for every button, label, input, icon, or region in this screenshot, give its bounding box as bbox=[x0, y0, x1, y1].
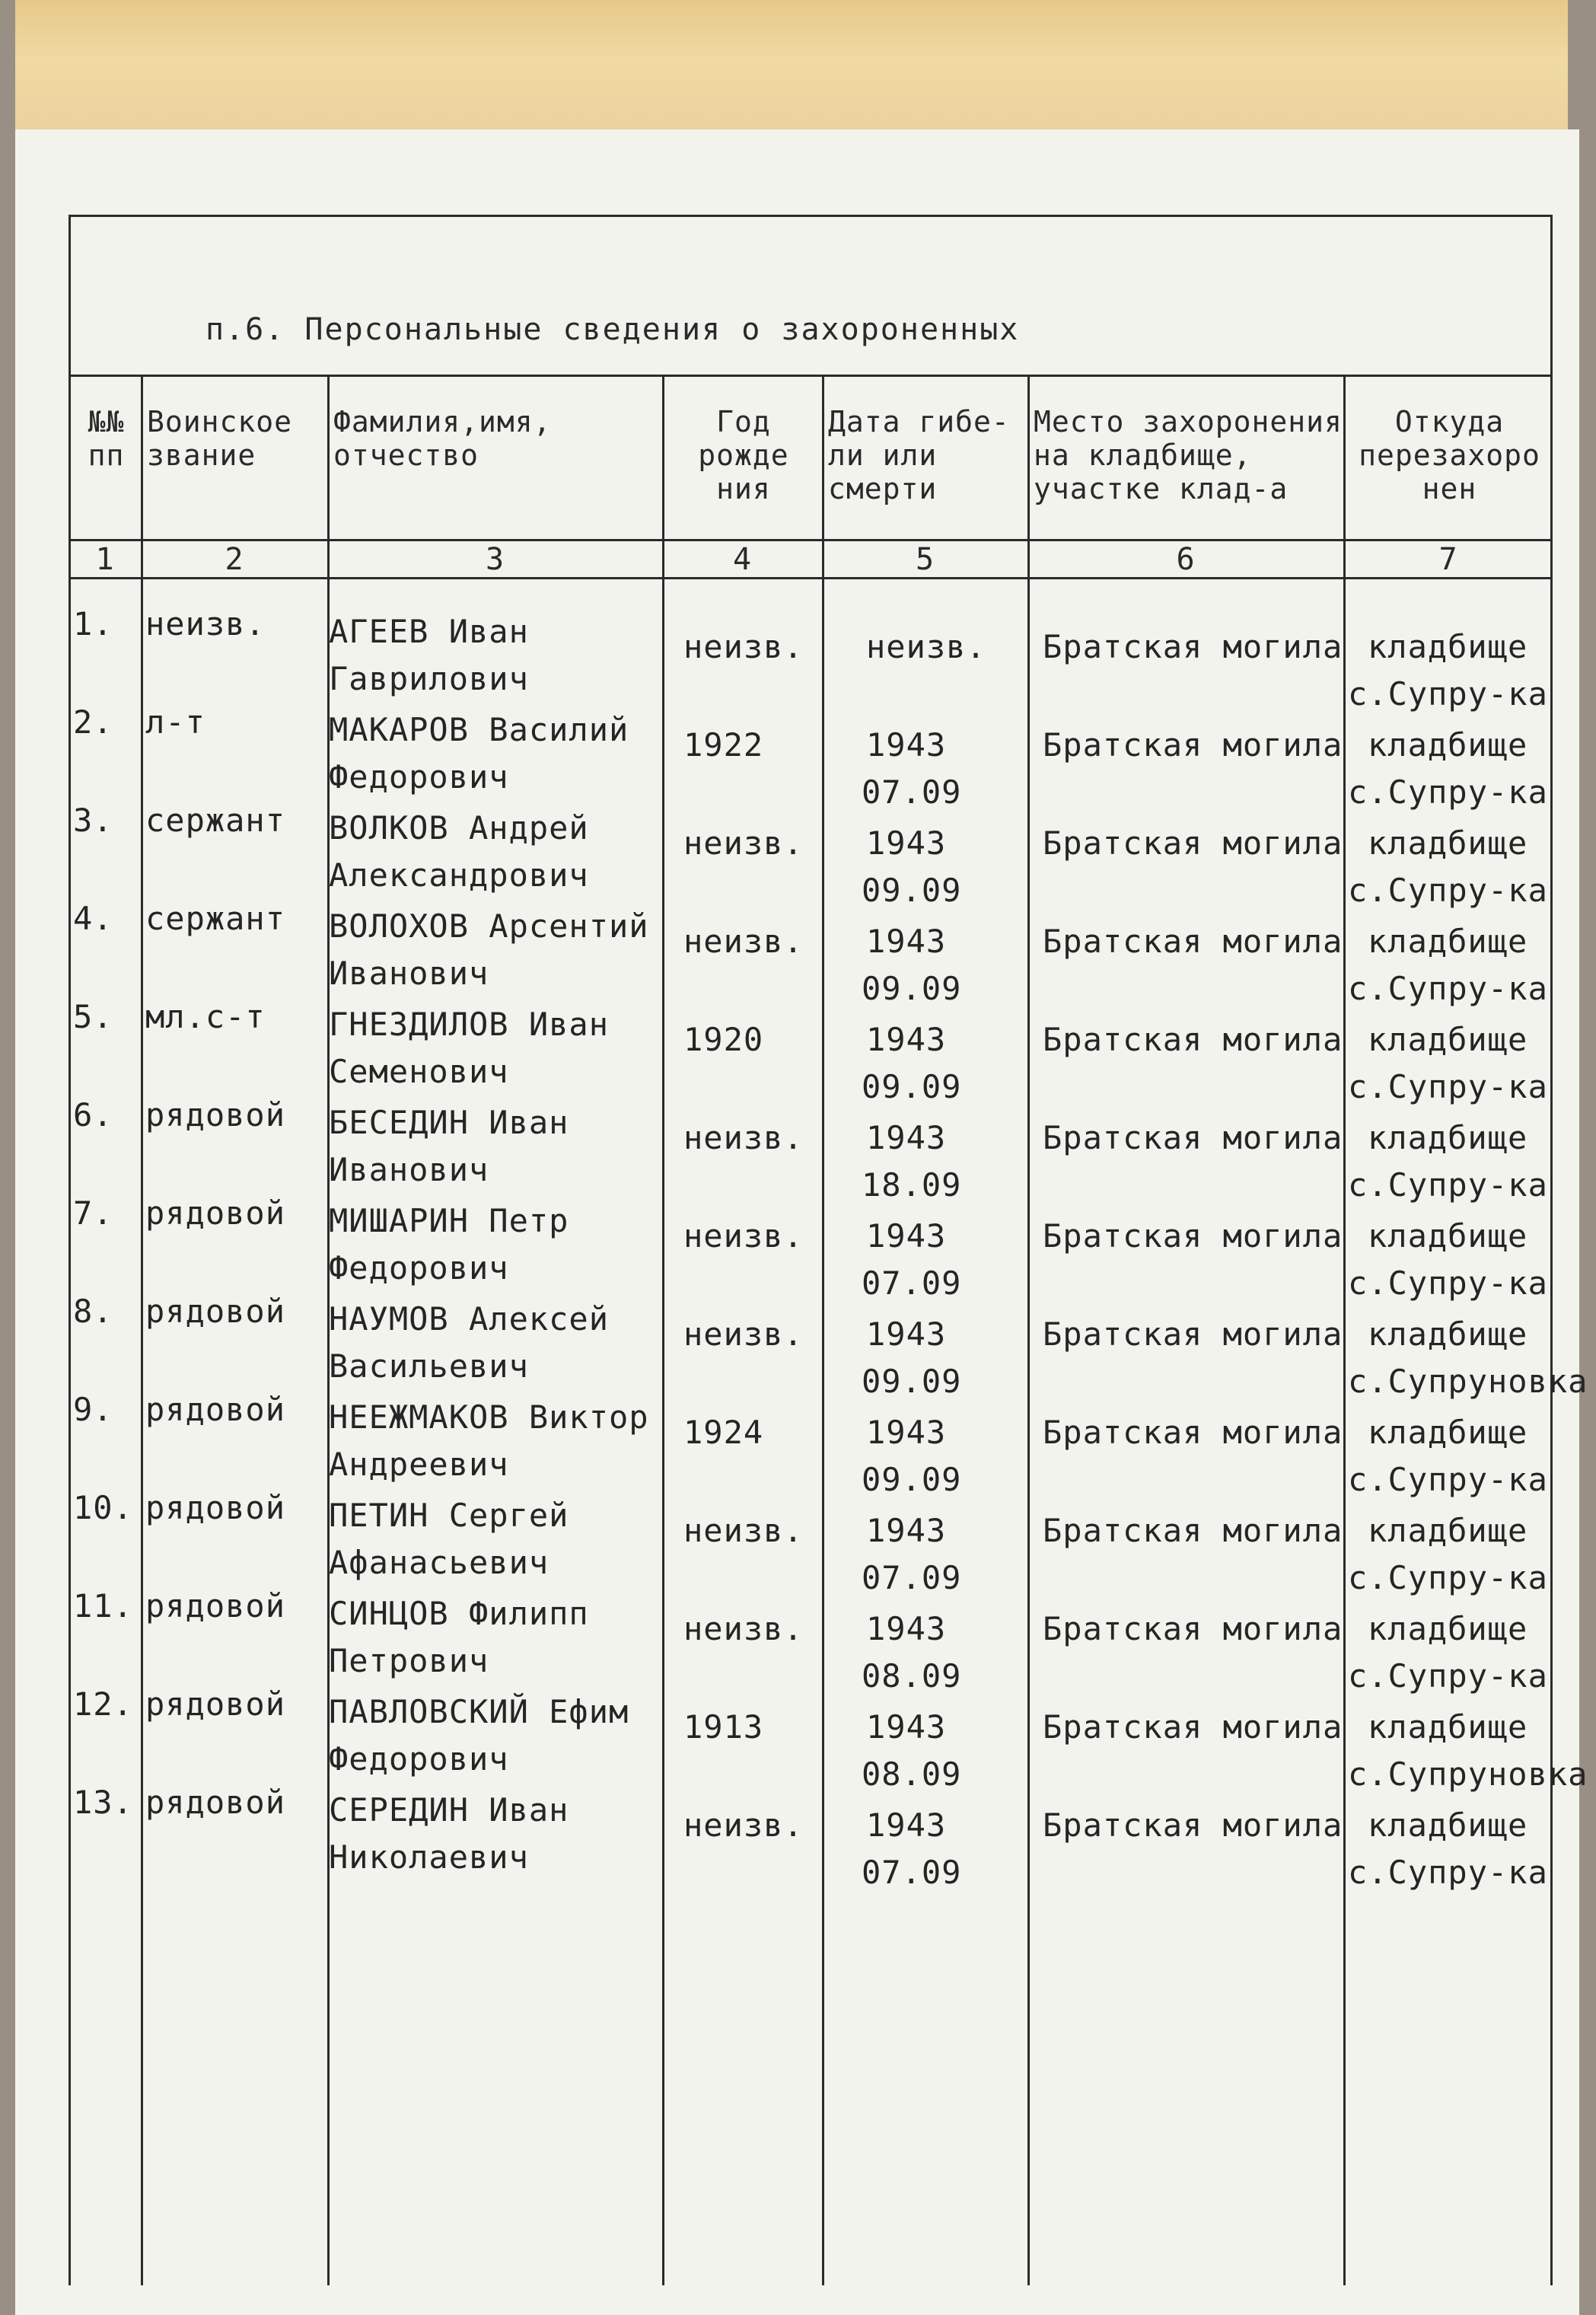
column-number-5: 5 bbox=[915, 542, 935, 577]
origin-cemetery-cell: кладбище bbox=[1368, 1119, 1528, 1156]
burial-place-cell: Братская могила bbox=[1043, 726, 1343, 764]
rank-cell: рядовой bbox=[145, 1784, 286, 1821]
row-number: 10. bbox=[73, 1489, 133, 1526]
surname-cell: ПЕТИН Сергей bbox=[329, 1497, 569, 1534]
origin-cemetery-cell: кладбище bbox=[1368, 1414, 1528, 1451]
column-header-1: №№ пп bbox=[88, 405, 125, 472]
origin-cemetery-cell: кладбище bbox=[1368, 1708, 1528, 1746]
burial-place-cell: Братская могила bbox=[1043, 1119, 1343, 1156]
rank-cell: рядовой bbox=[145, 1391, 286, 1428]
death-year-cell: 1943 bbox=[866, 824, 947, 862]
origin-village-cell: с.Супру-ка bbox=[1348, 773, 1548, 811]
column-number-6: 6 bbox=[1176, 542, 1195, 577]
surname-cell: МАКАРОВ Василий bbox=[329, 711, 629, 748]
patronymic-cell: Федорович bbox=[329, 1740, 509, 1778]
origin-cemetery-cell: кладбище bbox=[1368, 1610, 1528, 1647]
burial-place-cell: Братская могила bbox=[1043, 923, 1343, 960]
origin-village-cell: с.Супруновка bbox=[1348, 1755, 1588, 1793]
origin-cemetery-cell: кладбище bbox=[1368, 726, 1528, 764]
origin-village-cell: с.Супруновка bbox=[1348, 1363, 1588, 1400]
death-date-cell: 08.09 bbox=[862, 1657, 962, 1695]
surname-cell: НАУМОВ Алексей bbox=[329, 1300, 610, 1338]
column-header-6: Место захоронения на кладбище, участке клад-а bbox=[1034, 405, 1343, 505]
table-rule-1 bbox=[68, 539, 1553, 541]
row-number: 1. bbox=[73, 605, 113, 643]
tape-strip bbox=[15, 0, 1568, 133]
rank-cell: рядовой bbox=[145, 1096, 286, 1134]
death-year-cell: неизв. bbox=[866, 628, 986, 665]
origin-village-cell: с.Супру-ка bbox=[1348, 970, 1548, 1007]
birth-year-cell: неизв. bbox=[683, 1315, 804, 1353]
row-number: 12. bbox=[73, 1685, 133, 1723]
death-year-cell: 1943 bbox=[866, 1610, 947, 1647]
surname-cell: ГНЕЗДИЛОВ Иван bbox=[329, 1006, 610, 1043]
origin-village-cell: с.Супру-ка bbox=[1348, 1657, 1548, 1695]
death-year-cell: 1943 bbox=[866, 1806, 947, 1844]
burial-place-cell: Братская могила bbox=[1043, 1217, 1343, 1255]
death-date-cell: 09.09 bbox=[862, 1068, 962, 1105]
origin-cemetery-cell: кладбище bbox=[1368, 1512, 1528, 1549]
origin-cemetery-cell: кладбище bbox=[1368, 923, 1528, 960]
death-year-cell: 1943 bbox=[866, 1119, 947, 1156]
death-date-cell: 09.09 bbox=[862, 970, 962, 1007]
origin-cemetery-cell: кладбище bbox=[1368, 1315, 1528, 1353]
origin-village-cell: с.Супру-ка bbox=[1348, 1264, 1548, 1302]
origin-village-cell: с.Супру-ка bbox=[1348, 1559, 1548, 1596]
birth-year-cell: неизв. bbox=[683, 1119, 804, 1156]
origin-cemetery-cell: кладбище bbox=[1368, 1217, 1528, 1255]
death-date-cell: 07.09 bbox=[862, 1264, 962, 1302]
death-date-cell: 07.09 bbox=[862, 1854, 962, 1891]
burial-place-cell: Братская могила bbox=[1043, 1512, 1343, 1549]
rank-cell: рядовой bbox=[145, 1293, 286, 1330]
death-year-cell: 1943 bbox=[866, 1512, 947, 1549]
patronymic-cell: Гаврилович bbox=[329, 660, 529, 697]
column-divider-6 bbox=[1343, 375, 1346, 2285]
patronymic-cell: Иванович bbox=[329, 1151, 489, 1188]
rank-cell: рядовой bbox=[145, 1587, 286, 1625]
row-number: 6. bbox=[73, 1096, 113, 1134]
birth-year-cell: 1920 bbox=[683, 1021, 764, 1058]
death-date-cell: 18.09 bbox=[862, 1166, 962, 1204]
surname-cell: ВОЛОХОВ Арсентий bbox=[329, 907, 649, 945]
origin-village-cell: с.Супру-ка bbox=[1348, 1166, 1548, 1204]
origin-cemetery-cell: кладбище bbox=[1368, 1021, 1528, 1058]
burial-place-cell: Братская могила bbox=[1043, 628, 1343, 665]
rank-cell: неизв. bbox=[145, 605, 266, 643]
column-number-4: 4 bbox=[732, 542, 752, 577]
death-date-cell: 09.09 bbox=[862, 872, 962, 909]
rank-cell: л-т bbox=[145, 703, 205, 741]
surname-cell: ПАВЛОВСКИЙ Ефим bbox=[329, 1693, 629, 1730]
birth-year-cell: 1922 bbox=[683, 726, 764, 764]
burial-place-cell: Братская могила bbox=[1043, 824, 1343, 862]
column-number-7: 7 bbox=[1438, 542, 1457, 577]
death-year-cell: 1943 bbox=[866, 1315, 947, 1353]
column-header-2: Воинское звание bbox=[147, 405, 293, 472]
column-divider-3 bbox=[662, 375, 664, 2285]
rank-cell: рядовой bbox=[145, 1685, 286, 1723]
rank-cell: рядовой bbox=[145, 1489, 286, 1526]
column-divider-5 bbox=[1027, 375, 1030, 2285]
patronymic-cell: Федорович bbox=[329, 758, 509, 796]
table-rule-2 bbox=[68, 577, 1553, 579]
column-header-3: Фамилия,имя, отчество bbox=[333, 405, 552, 472]
death-year-cell: 1943 bbox=[866, 1414, 947, 1451]
origin-village-cell: с.Супру-ка bbox=[1348, 675, 1548, 713]
origin-village-cell: с.Супру-ка bbox=[1348, 1068, 1548, 1105]
column-divider-1 bbox=[141, 375, 143, 2285]
row-number: 11. bbox=[73, 1587, 133, 1625]
birth-year-cell: неизв. bbox=[683, 628, 804, 665]
patronymic-cell: Васильевич bbox=[329, 1347, 529, 1385]
patronymic-cell: Петрович bbox=[329, 1642, 489, 1679]
burial-place-cell: Братская могила bbox=[1043, 1414, 1343, 1451]
surname-cell: АГЕЕВ Иван bbox=[329, 613, 529, 650]
birth-year-cell: 1913 bbox=[683, 1708, 764, 1746]
birth-year-cell: 1924 bbox=[683, 1414, 764, 1451]
row-number: 13. bbox=[73, 1784, 133, 1821]
row-number: 3. bbox=[73, 802, 113, 839]
origin-village-cell: с.Супру-ка bbox=[1348, 1461, 1548, 1498]
table-rule-0 bbox=[68, 375, 1553, 377]
burial-place-cell: Братская могила bbox=[1043, 1610, 1343, 1647]
patronymic-cell: Иванович bbox=[329, 955, 489, 992]
origin-cemetery-cell: кладбище bbox=[1368, 824, 1528, 862]
patronymic-cell: Афанасьевич bbox=[329, 1544, 550, 1581]
patronymic-cell: Семенович bbox=[329, 1053, 509, 1090]
row-number: 9. bbox=[73, 1391, 113, 1428]
row-number: 2. bbox=[73, 703, 113, 741]
row-number: 5. bbox=[73, 998, 113, 1035]
column-header-7: Откуда перезахоро нен bbox=[1359, 405, 1540, 505]
page-title: п.6. Персональные сведения о захороненных bbox=[205, 312, 1020, 347]
row-number: 4. bbox=[73, 900, 113, 937]
row-number: 8. bbox=[73, 1293, 113, 1330]
column-number-2: 2 bbox=[225, 542, 244, 577]
birth-year-cell: неизв. bbox=[683, 1806, 804, 1844]
column-number-3: 3 bbox=[485, 542, 505, 577]
rank-cell: мл.с-т bbox=[145, 998, 266, 1035]
birth-year-cell: неизв. bbox=[683, 1512, 804, 1549]
origin-cemetery-cell: кладбище bbox=[1368, 628, 1528, 665]
burial-place-cell: Братская могила bbox=[1043, 1708, 1343, 1746]
surname-cell: НЕЕЖМАКОВ Виктор bbox=[329, 1398, 649, 1436]
death-year-cell: 1943 bbox=[866, 1217, 947, 1255]
birth-year-cell: неизв. bbox=[683, 1217, 804, 1255]
rank-cell: сержант bbox=[145, 900, 286, 937]
death-date-cell: 09.09 bbox=[862, 1363, 962, 1400]
death-date-cell: 07.09 bbox=[862, 1559, 962, 1596]
burial-place-cell: Братская могила bbox=[1043, 1806, 1343, 1844]
rank-cell: рядовой bbox=[145, 1194, 286, 1232]
death-year-cell: 1943 bbox=[866, 1021, 947, 1058]
birth-year-cell: неизв. bbox=[683, 923, 804, 960]
rank-cell: сержант bbox=[145, 802, 286, 839]
death-date-cell: 08.09 bbox=[862, 1755, 962, 1793]
column-number-1: 1 bbox=[95, 542, 114, 577]
death-year-cell: 1943 bbox=[866, 1708, 947, 1746]
patronymic-cell: Александрович bbox=[329, 856, 589, 894]
origin-village-cell: с.Супру-ка bbox=[1348, 1854, 1548, 1891]
column-divider-4 bbox=[822, 375, 824, 2285]
column-header-5: Дата гибе- ли или смерти bbox=[828, 405, 1010, 505]
row-number: 7. bbox=[73, 1194, 113, 1232]
origin-village-cell: с.Супру-ка bbox=[1348, 872, 1548, 909]
burial-place-cell: Братская могила bbox=[1043, 1021, 1343, 1058]
patronymic-cell: Андреевич bbox=[329, 1446, 509, 1483]
surname-cell: СЕРЕДИН Иван bbox=[329, 1791, 569, 1829]
birth-year-cell: неизв. bbox=[683, 1610, 804, 1647]
patronymic-cell: Федорович bbox=[329, 1249, 509, 1287]
death-year-cell: 1943 bbox=[866, 923, 947, 960]
death-date-cell: 07.09 bbox=[862, 773, 962, 811]
surname-cell: МИШАРИН Петр bbox=[329, 1202, 569, 1239]
birth-year-cell: неизв. bbox=[683, 824, 804, 862]
surname-cell: ВОЛКОВ Андрей bbox=[329, 809, 589, 847]
death-year-cell: 1943 bbox=[866, 726, 947, 764]
death-date-cell: 09.09 bbox=[862, 1461, 962, 1498]
origin-cemetery-cell: кладбище bbox=[1368, 1806, 1528, 1844]
patronymic-cell: Николаевич bbox=[329, 1838, 529, 1876]
surname-cell: БЕСЕДИН Иван bbox=[329, 1104, 569, 1141]
burial-place-cell: Братская могила bbox=[1043, 1315, 1343, 1353]
surname-cell: СИНЦОВ Филипп bbox=[329, 1595, 589, 1632]
column-header-4: Год рожде ния bbox=[698, 405, 789, 505]
